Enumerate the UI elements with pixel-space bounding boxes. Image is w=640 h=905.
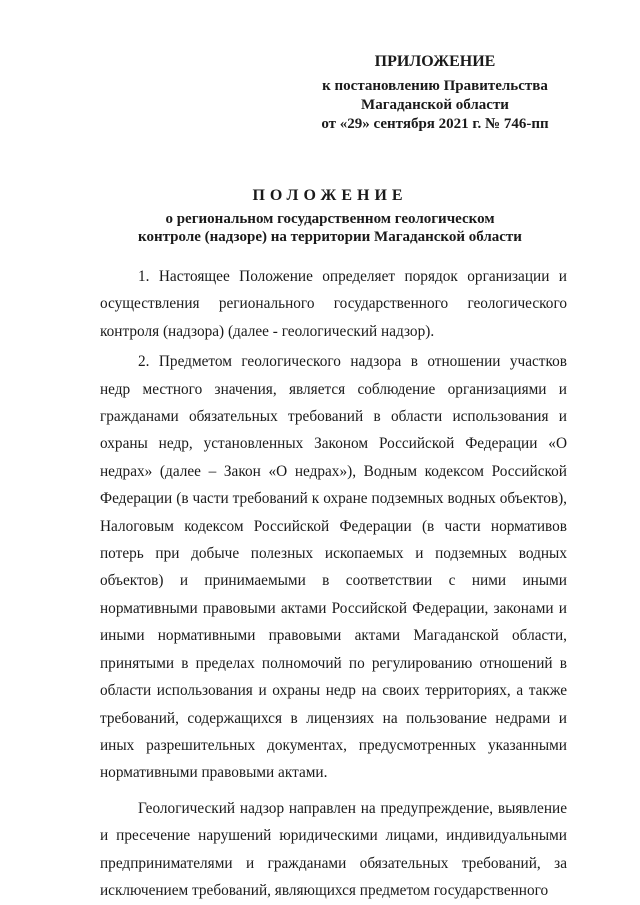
appendix-line-region: Магаданской области [361,97,509,113]
document-title-block [80,186,580,246]
paragraph-1: 1. Настоящее Положение определяет порядок организации и осуществления регионального государственного геологического контроля (надзора) (далее - геологический надзор). [100,268,567,340]
appendix-line-date: от «29» сентября 2021 г. № 746-пп [321,116,549,132]
document-title: ПОЛОЖЕНИЕ [252,187,408,204]
appendix-header [300,52,570,134]
paragraph-3: Геологический надзор направлен на предупреждение, выявление и пресечение нарушений юридическими лицами, индивидуальными предпринимателями и гражданами обязательных требований, за исключением требований, являющихся предметом государственного [100,799,567,899]
paragraph-2: 2. Предметом геологического надзора в отношении участков недр местного значения, является соблюдение организациями и гражданами обязательных требований в области использования и охраны недр, установленных Законом Российской Федерации «О недрах» (далее – Закон «О недрах»), Водным кодексом Российской Федерации (в части требований к охране подземных водных объектов), Налоговым кодексом Российской Федерации (в части нормативов потерь при добыче полезных ископаемых и подземных водных объектов) и принимаемыми в соответствии с ними иными нормативными правовыми актами Российской Федерации, законами и иными нормативными правовыми актами Магаданской области, принятыми в пределах полномочий по регулированию отношений в области использования и охраны недр на своих территориях, а также требований, содержащихся в лицензиях на пользование недрами и иных разрешительных документах, предусмотренных указанными нормативными правовыми актами. [100,353,567,782]
document-subtitle-line2: контроле (надзоре) на территории Магаданской области [138,228,522,245]
appendix-line-decree: к постановлению Правительства [322,78,548,94]
document-body [100,263,567,904]
appendix-title: ПРИЛОЖЕНИЕ [374,53,496,70]
document-subtitle-line1: о региональном государственном геологическом [165,211,495,227]
